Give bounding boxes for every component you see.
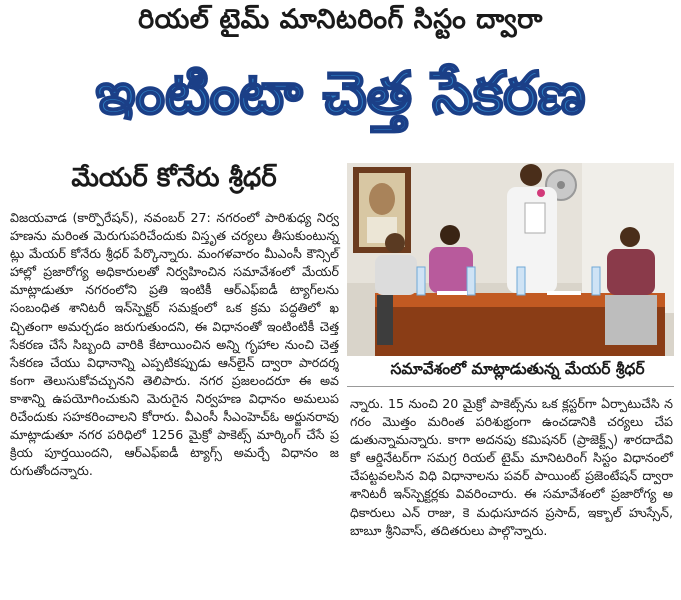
- headline: ఇంటింటా చెత్త సేకరణ: [95, 59, 586, 127]
- byline: మేయర్ కోనేరు శ్రీధర్: [71, 163, 277, 193]
- article-body-right: న్నారు. 15 నుంచి 20 మైక్రో పాకెట్స్‌ను ఒక క్లస్టర్‌గా ఏర్పాటుచేసి నగరం మొత్తం మరింత పరిశుభ్రంగా ఉంచడానికి చర్యలు చేపడుతున్నామన్నారు. కాగా అదనపు కమిషనర్ (ప్రాజెక్ట్స్) శారదాదేవి కో ఆర్డినేటర్‌గా సమగ్ర రియల్ టైమ్ మానిటరింగ్ సిస్టం విధానంలో చేపట్టవలసిన విధి విధానాలను పవర్ పాయింట్ ప్రజెంటేషన్ ద్వారా శానిటరీ ఇన్‌స్పెక్టర్లకు వివరించారు. ఈ సమావేశంలో ప్రజారోగ్య అధికారులు ఎన్ రాజు, కె మధుసూదన ప్రసాద్, ఇక్బాల్ హుస్సేన్, బాబూ శ్రీనివాస్, తదితరులు పాల్గొన్నారు.: [350, 396, 673, 538]
- kicker: రియల్ టైమ్ మానిటరింగ్ సిస్టం ద్వారా: [138, 4, 543, 35]
- news-photo: [347, 163, 674, 356]
- photo-caption: సమావేశంలో మాట్లాడుతున్న మేయర్ శ్రీధర్: [390, 360, 645, 378]
- meeting-photo-illustration: [347, 163, 674, 356]
- photo-caption-box: [347, 356, 674, 384]
- caption-divider: [347, 386, 674, 387]
- article-body-left: విజయవాడ (కార్పొరేషన్), నవంబర్ 27: నగరంలో పారిశుధ్య నిర్వహణను మరింత మెరుగుపరిచేందుకు విస్తృత చర్యలు తీసుకుంటున్నట్లు మేయర్ కోనేరు శ్రీధర్ పేర్కొన్నారు. మంగళవారం మీఎంసీ కౌన్సిల్ హాల్లో ప్రజారోగ్య అధికారులతో నిర్వహించిన సమావేశంలో మేయర్ మాట్లాడుతూ నగరంలోని ప్రతి ఇంటికీ ఆర్‌ఎఫ్‌ఐడీ ట్యాగ్‌లను సంబంధిత శానిటరీ ఇన్‌స్పెక్టర్ సమక్షంలో ఒక క్రమ పద్ధతిలో ఖచ్చితంగా అమర్చడం జరుగుతుందని, ఈ విధానంతో ఇంటింటికీ చెత్త సేకరణ చేసే సిబ్బంది వారికి కేటాయించిన అన్ని గృహాల నుంచి చెత్త సేకరణ చేయు విధానాన్ని ఎప్పటికప్పుడు ఆన్‌లైన్ ద్వారా పారదర్శకంగా తెలుసుకోవచ్చునని తెలిపారు. నగర ప్రజలందరూ ఈ అవకాశాన్ని ఉపయోగించుకుని మెరుగైన నిర్వహణ విధానం అమలుపరిచేందుకు సహకరించాలని కోరారు. వీఎంసీ సీఎంహెచ్ఓ అర్జునరావు మాట్లాడుతూ నగర పరిధిలో 1256 మైక్రో పాకెట్స్ మార్కింగ్ చేసే ప్రక్రియ పూర్తయిందని, ఆర్‌ఎఫ్‌ఐడీ ట్యాగ్స్ అమర్చే విధానం జరుగుతోందన్నారు.: [10, 210, 339, 479]
